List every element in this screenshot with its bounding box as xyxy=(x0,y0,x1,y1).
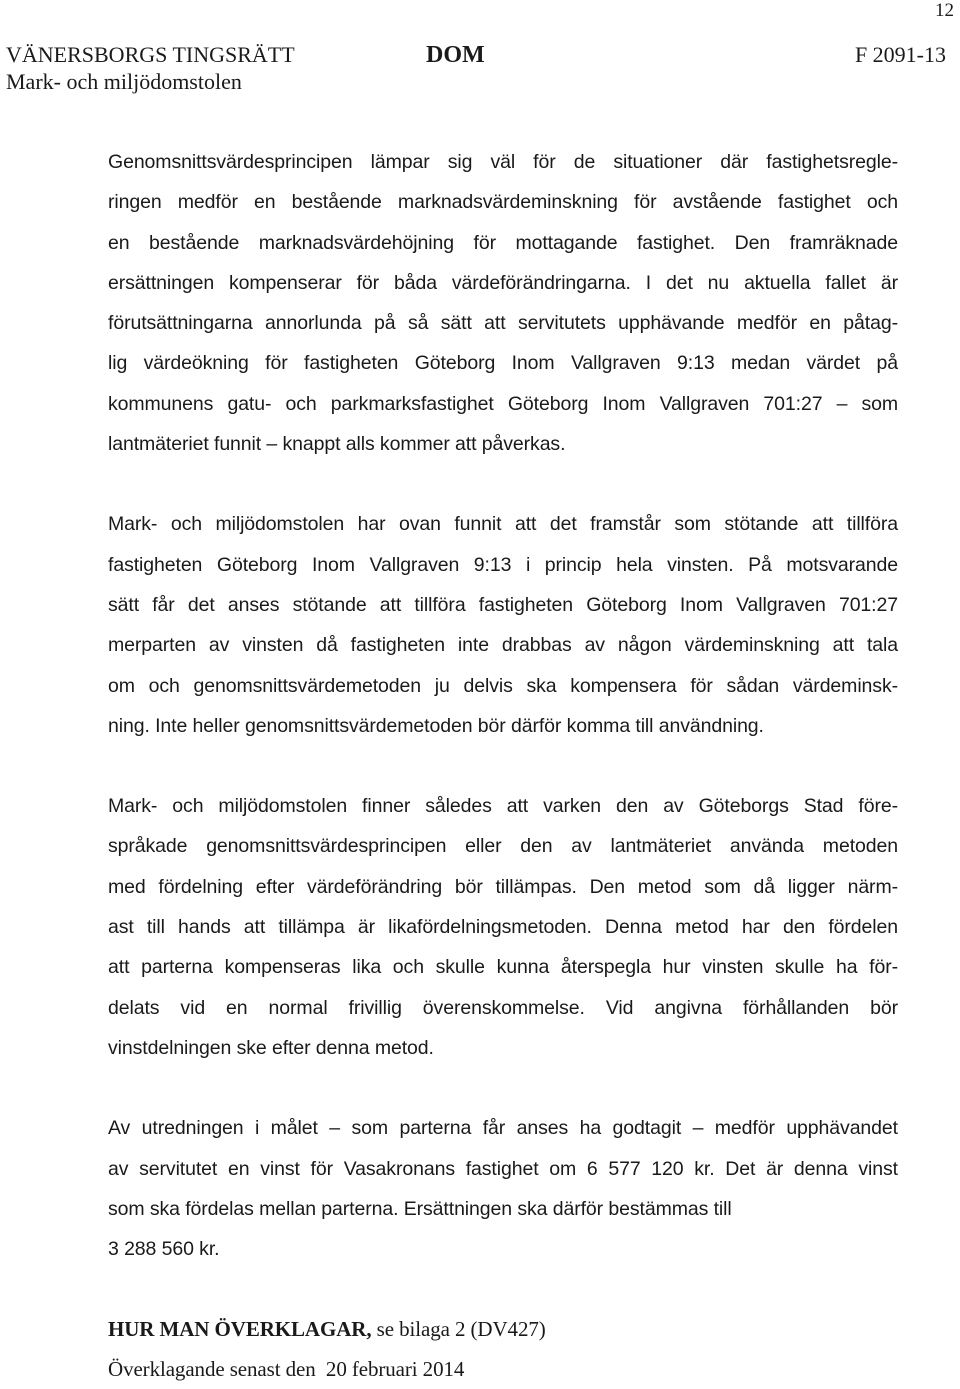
court-department: Mark- och miljödomstolen xyxy=(6,69,242,94)
text-line: ersättningen kompenserar för båda värdeförändringarna. I det nu aktuella fallet är xyxy=(108,271,898,294)
text-line: av servitutet en vinst för Vasakronans fastighet om 6 577 120 kr. Det är denna vinst xyxy=(108,1157,898,1180)
text-line: Genomsnittsvärdesprincipen lämpar sig väl för de situationer där fastighetsregle- xyxy=(108,151,898,173)
paragraph-1 xyxy=(108,142,898,464)
text-line: Av utredningen i målet – som parterna får anses ha godtagit – medför upphävandet xyxy=(108,1117,898,1140)
text-line: fastigheten Göteborg Inom Vallgraven 9:13 i princip hela vinsten. På motsvarande xyxy=(108,553,898,576)
document-header xyxy=(6,42,946,94)
page-number: 12 xyxy=(935,0,954,21)
text-line: att parterna kompenseras lika och skulle kunna återspegla hur vinsten skulle ha för- xyxy=(108,956,898,979)
document-type: DOM xyxy=(426,42,485,68)
paragraph-2 xyxy=(108,504,898,746)
text-line: vinstdelningen ske efter denna metod. xyxy=(108,1036,434,1059)
case-number: F 2091-13 xyxy=(854,42,946,67)
text-line: kommunens gatu- och parkmarksfastighet Göteborg Inom Vallgraven 701:27 – som xyxy=(108,392,898,415)
text-line: Mark- och miljödomstolen finner således att varken den av Göteborgs Stad före- xyxy=(108,795,898,818)
text-line: Mark- och miljödomstolen har ovan funnit att det framstår som stötande att tillföra xyxy=(108,513,898,536)
text-line: ringen medför en bestående marknadsvärdeminskning för avstående fastighet och xyxy=(108,191,898,214)
text-line: en bestående marknadsvärdehöjning för mottagande fastighet. Den framräknade xyxy=(108,231,898,254)
appeal-heading-line xyxy=(108,1309,898,1349)
text-line: lantmäteriet funnit – knappt alls kommer att påverkas. xyxy=(108,433,566,456)
text-line: lig värdeökning för fastigheten Göteborg Inom Vallgraven 9:13 medan värdet på xyxy=(108,352,898,375)
appeal-heading: HUR MAN ÖVERKLAGAR, xyxy=(108,1317,372,1342)
appeal-reference: se bilaga 2 (DV427) xyxy=(371,1317,546,1342)
text-line: sätt får det anses stötande att tillföra fastigheten Göteborg Inom Vallgraven 701:27 xyxy=(108,593,898,616)
text-line: 3 288 560 kr. xyxy=(108,1238,220,1261)
paragraph-3 xyxy=(108,786,898,1068)
text-line: ning. Inte heller genomsnittsvärdemetoden bör därför komma till användning. xyxy=(108,714,764,737)
text-line: merparten av vinsten då fastigheten inte drabbas av någon värdeminskning att tala xyxy=(108,634,898,657)
text-line: om och genomsnittsvärdemetoden ju delvis ska kompensera för sådan värdeminsk- xyxy=(108,674,898,697)
text-line: språkade genomsnittsvärdesprincipen eller den av lantmäteriet använda metoden xyxy=(108,835,898,858)
text-line: ast till hands att tillämpa är likafördelningsmetoden. Denna metod har den fördelen xyxy=(108,916,898,939)
court-name: VÄNERSBORGS TINGSRÄTT xyxy=(6,42,295,67)
appeal-deadline: Överklagande senast den 20 februari 2014 xyxy=(108,1357,465,1382)
text-line: som ska fördelas mellan parterna. Ersättningen ska därför bestämmas till xyxy=(108,1197,732,1220)
paragraph-4 xyxy=(108,1108,898,1269)
appeal-section xyxy=(108,1309,898,1389)
text-line: med fördelning efter värdeförändring bör tillämpas. Den metod som då ligger närm- xyxy=(108,875,898,898)
text-line: delats vid en normal frivillig överenskommelse. Vid angivna förhållanden bör xyxy=(108,996,898,1019)
text-line: förutsättningarna annorlunda på så sätt att servitutets upphävande medför en påtag- xyxy=(108,312,898,335)
document-body xyxy=(108,142,898,1389)
